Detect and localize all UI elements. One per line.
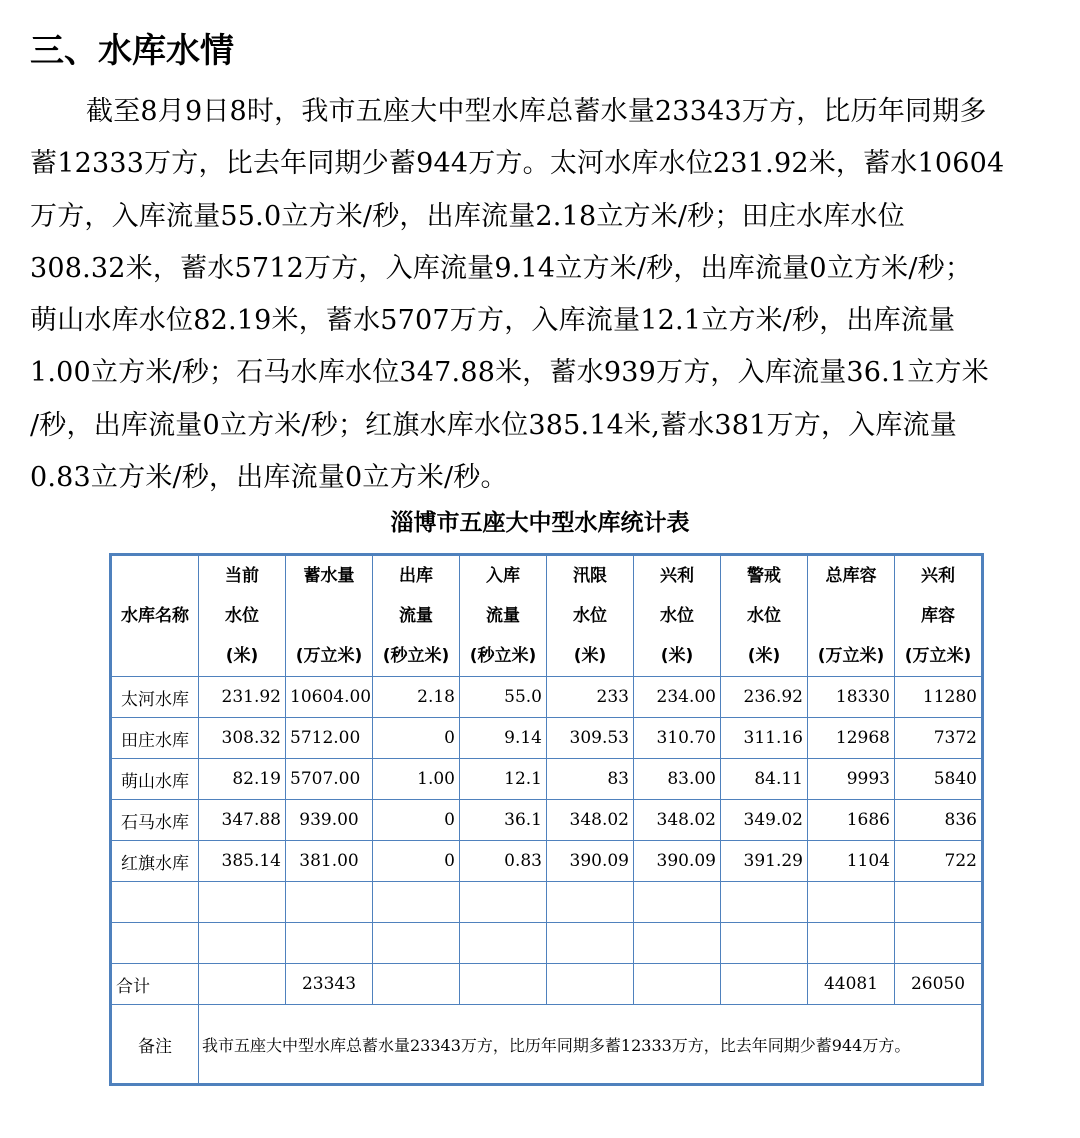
cell-total-capacity: 1104 — [808, 841, 895, 882]
header-reservoir-name: 水库名称 — [111, 555, 199, 677]
paragraph-line: 1.00立方米/秒；石马水库水位347.88米，蓄水939万方，入库流量36.1立方米 — [30, 357, 989, 389]
cell-reservoir-name: 田庄水库 — [111, 718, 199, 759]
paragraph-line: 萌山水库水位82.19米，蓄水5707万方，入库流量12.1立方米/秒，出库流量 — [30, 305, 956, 337]
reservoir-stats-table — [109, 553, 984, 1086]
table-row — [111, 759, 983, 800]
paragraph-line: /秒，出库流量0立方米/秒；红旗水库水位385.14米,蓄水381万方，入库流量 — [30, 409, 957, 441]
note-label: 备注 — [111, 1005, 199, 1085]
cell-outflow: 0 — [373, 718, 460, 759]
cell-current-level: 231.92 — [199, 677, 286, 718]
cell-warning-level: 311.16 — [721, 718, 808, 759]
total-capacity: 44081 — [808, 964, 895, 1005]
cell-flood-limit-level: 83 — [547, 759, 634, 800]
cell-inflow: 55.0 — [460, 677, 547, 718]
header-inflow: 入库 流量 (秒立米) — [460, 555, 547, 677]
header-outflow: 出库 流量 (秒立米) — [373, 555, 460, 677]
total-row — [111, 964, 983, 1005]
cell-outflow: 0 — [373, 800, 460, 841]
cell-usable-level: 83.00 — [634, 759, 721, 800]
cell-warning-level: 236.92 — [721, 677, 808, 718]
table-row — [111, 718, 983, 759]
header-usable-level: 兴利 水位 (米) — [634, 555, 721, 677]
header-current-level: 当前 水位 (米) — [199, 555, 286, 677]
table-row — [111, 800, 983, 841]
cell-reservoir-name: 石马水库 — [111, 800, 199, 841]
table-header-row — [111, 555, 983, 677]
cell-usable-capacity: 836 — [895, 800, 983, 841]
cell-storage: 939.00 — [286, 800, 373, 841]
cell-flood-limit-level: 309.53 — [547, 718, 634, 759]
cell-storage: 10604.00 — [286, 677, 373, 718]
cell-warning-level: 391.29 — [721, 841, 808, 882]
cell-total-capacity: 18330 — [808, 677, 895, 718]
cell-usable-capacity: 7372 — [895, 718, 983, 759]
cell-usable-level: 234.00 — [634, 677, 721, 718]
cell-storage: 5712.00 — [286, 718, 373, 759]
empty-row — [111, 923, 983, 964]
paragraph-line: 308.32米，蓄水5712万方，入库流量9.14立方米/秒，出库流量0立方米/秒； — [30, 252, 973, 284]
table-row — [111, 677, 983, 718]
cell-current-level: 385.14 — [199, 841, 286, 882]
cell-current-level: 82.19 — [199, 759, 286, 800]
cell-usable-capacity: 11280 — [895, 677, 983, 718]
cell-total-capacity: 12968 — [808, 718, 895, 759]
cell-reservoir-name: 太河水库 — [111, 677, 199, 718]
cell-warning-level: 349.02 — [721, 800, 808, 841]
cell-current-level: 347.88 — [199, 800, 286, 841]
water-status-paragraph — [30, 86, 1060, 504]
table-row — [111, 841, 983, 882]
header-usable-capacity: 兴利 库容 (万立米) — [895, 555, 983, 677]
cell-usable-capacity: 5840 — [895, 759, 983, 800]
cell-inflow: 36.1 — [460, 800, 547, 841]
header-total-capacity: 总库容 (万立米) — [808, 555, 895, 677]
total-storage: 23343 — [286, 964, 373, 1005]
cell-reservoir-name: 萌山水库 — [111, 759, 199, 800]
cell-usable-capacity: 722 — [895, 841, 983, 882]
paragraph-line: 截至8月9日8时，我市五座大中型水库总蓄水量23343万方，比历年同期多 — [86, 96, 987, 127]
cell-outflow: 2.18 — [373, 677, 460, 718]
cell-outflow: 1.00 — [373, 759, 460, 800]
cell-reservoir-name: 红旗水库 — [111, 841, 199, 882]
note-text: 我市五座大中型水库总蓄水量23343万方，比历年同期多蓄12333万方，比去年同期少蓄944万方。 — [199, 1005, 983, 1085]
cell-inflow: 12.1 — [460, 759, 547, 800]
cell-outflow: 0 — [373, 841, 460, 882]
note-row — [111, 1005, 983, 1085]
cell-usable-level: 390.09 — [634, 841, 721, 882]
header-flood-limit-level: 汛限 水位 (米) — [547, 555, 634, 677]
cell-inflow: 9.14 — [460, 718, 547, 759]
cell-usable-level: 310.70 — [634, 718, 721, 759]
section-heading: 三、水库水情 — [30, 31, 234, 71]
empty-row — [111, 882, 983, 923]
cell-inflow: 0.83 — [460, 841, 547, 882]
header-storage: 蓄水量 (万立米) — [286, 555, 373, 677]
total-usable-capacity: 26050 — [895, 964, 983, 1005]
header-warning-level: 警戒 水位 (米) — [721, 555, 808, 677]
cell-current-level: 308.32 — [199, 718, 286, 759]
total-label: 合计 — [111, 964, 199, 1005]
paragraph-line: 万方，入库流量55.0立方米/秒，出库流量2.18立方米/秒；田庄水库水位 — [30, 200, 905, 232]
paragraph-line: 0.83立方米/秒，出库流量0立方米/秒。 — [30, 462, 508, 494]
cell-flood-limit-level: 233 — [547, 677, 634, 718]
cell-storage: 5707.00 — [286, 759, 373, 800]
cell-usable-level: 348.02 — [634, 800, 721, 841]
cell-flood-limit-level: 390.09 — [547, 841, 634, 882]
cell-warning-level: 84.11 — [721, 759, 808, 800]
table-title: 淄博市五座大中型水库统计表 — [390, 510, 690, 536]
cell-total-capacity: 9993 — [808, 759, 895, 800]
paragraph-line: 蓄12333万方，比去年同期少蓄944万方。太河水库水位231.92米，蓄水10604 — [30, 148, 1005, 180]
cell-total-capacity: 1686 — [808, 800, 895, 841]
cell-flood-limit-level: 348.02 — [547, 800, 634, 841]
cell-storage: 381.00 — [286, 841, 373, 882]
